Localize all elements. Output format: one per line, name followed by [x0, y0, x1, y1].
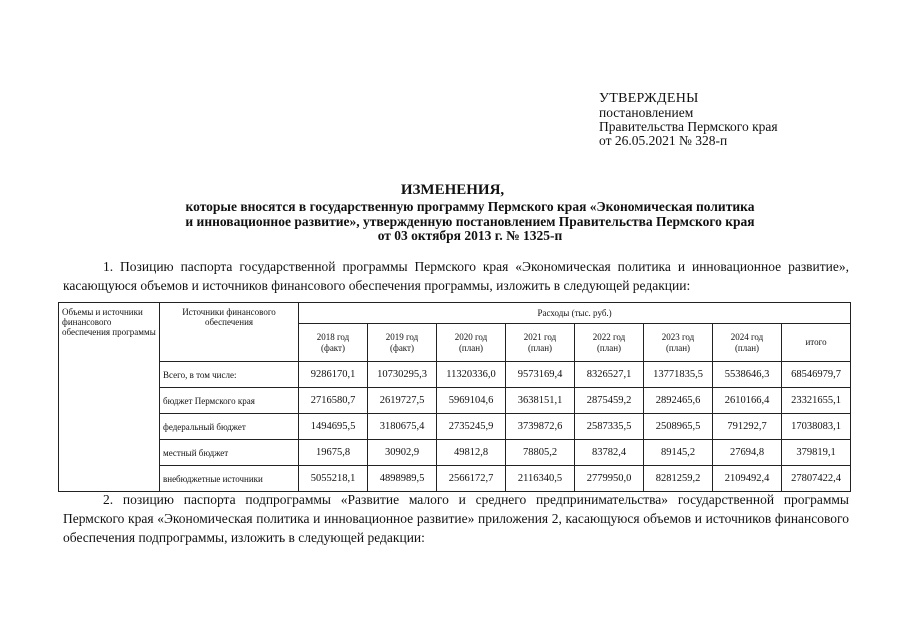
- value-cell: 5969104,6: [437, 388, 506, 414]
- sources-header: Источники финансового обеспечения: [160, 303, 299, 362]
- value-cell: 2779950,0: [575, 466, 644, 492]
- total-cell: 27807422,4: [782, 466, 851, 492]
- year-header: 2019 год (факт): [368, 324, 437, 362]
- value-cell: 9286170,1: [299, 362, 368, 388]
- approval-heading: УТВЕРЖДЕНЫ: [599, 91, 699, 106]
- value-cell: 2610166,4: [713, 388, 782, 414]
- year-header: 2022 год (план): [575, 324, 644, 362]
- value-cell: 2587335,5: [575, 414, 644, 440]
- value-cell: 3180675,4: [368, 414, 437, 440]
- source-cell: внебюджетные источники: [160, 466, 299, 492]
- paragraph-2: 2. позицию паспорта подпрограммы «Развитие малого и среднего предпринимательства» государственной программы Пермского края «Экономическая политика и инновационное развитие» приложения 2, касающуюся объемов и источников финансового обеспечения подпрограммы, изложить в следующей редакции:: [63, 492, 849, 545]
- table-row: [59, 466, 851, 492]
- value-cell: 83782,4: [575, 440, 644, 466]
- value-cell: 30902,9: [368, 440, 437, 466]
- value-cell: 8281259,2: [644, 466, 713, 492]
- year-header: 2024 год (план): [713, 324, 782, 362]
- total-header: итого: [782, 324, 851, 362]
- value-cell: 3638151,1: [506, 388, 575, 414]
- approval-line-1: постановлением: [599, 105, 694, 120]
- paragraph-1: 1. Позицию паспорта государственной программы Пермского края «Экономическая политика и инновационное развитие», касающуюся объемов и источников финансового обеспечения программы, изложить в следующей редакции:: [63, 259, 849, 293]
- approval-line-3: от 26.05.2021 № 328-п: [599, 133, 728, 148]
- year-header: 2021 год (план): [506, 324, 575, 362]
- table-row: [59, 388, 851, 414]
- table-row: [59, 362, 851, 388]
- year-header: 2020 год (план): [437, 324, 506, 362]
- table-row: [59, 440, 851, 466]
- year-header: 2018 год (факт): [299, 324, 368, 362]
- source-cell: федеральный бюджет: [160, 414, 299, 440]
- value-cell: 2508965,5: [644, 414, 713, 440]
- table-row: [59, 414, 851, 440]
- subtitle-line-2: и инновационное развитие», утвержденную постановлением Правительства Пермского края: [185, 213, 755, 229]
- value-cell: 3739872,6: [506, 414, 575, 440]
- total-cell: 68546979,7: [782, 362, 851, 388]
- financing-table: [58, 302, 851, 492]
- value-cell: 9573169,4: [506, 362, 575, 388]
- source-cell: Всего, в том числе:: [160, 362, 299, 388]
- value-cell: 10730295,3: [368, 362, 437, 388]
- value-cell: 2619727,5: [368, 388, 437, 414]
- value-cell: 2892465,6: [644, 388, 713, 414]
- expenses-header: Расходы (тыс. руб.): [299, 303, 851, 324]
- value-cell: 1494695,5: [299, 414, 368, 440]
- value-cell: 2716580,7: [299, 388, 368, 414]
- total-cell: 379819,1: [782, 440, 851, 466]
- value-cell: 8326527,1: [575, 362, 644, 388]
- value-cell: 78805,2: [506, 440, 575, 466]
- approval-line-2: Правительства Пермского края: [599, 119, 778, 134]
- value-cell: 5538646,3: [713, 362, 782, 388]
- value-cell: 89145,2: [644, 440, 713, 466]
- value-cell: 49812,8: [437, 440, 506, 466]
- value-cell: 5055218,1: [299, 466, 368, 492]
- subtitle-line-3: от 03 октября 2013 г. № 1325-п: [377, 228, 563, 243]
- source-cell: бюджет Пермского края: [160, 388, 299, 414]
- total-cell: 23321655,1: [782, 388, 851, 414]
- year-header: 2023 год (план): [644, 324, 713, 362]
- approval-stamp: [599, 92, 778, 148]
- value-cell: 11320336,0: [437, 362, 506, 388]
- value-cell: 2875459,2: [575, 388, 644, 414]
- value-cell: 2116340,5: [506, 466, 575, 492]
- value-cell: 2735245,9: [437, 414, 506, 440]
- table-header-row: [59, 303, 851, 324]
- value-cell: 2566172,7: [437, 466, 506, 492]
- value-cell: 791292,7: [713, 414, 782, 440]
- document-subtitle: [120, 200, 820, 244]
- total-cell: 17038083,1: [782, 414, 851, 440]
- document-title: ИЗМЕНЕНИЯ,: [400, 182, 505, 198]
- value-cell: 4898989,5: [368, 466, 437, 492]
- value-cell: 27694,8: [713, 440, 782, 466]
- subtitle-line-1: которые вносятся в государственную программу Пермского края «Экономическая политика: [185, 199, 755, 214]
- value-cell: 2109492,4: [713, 466, 782, 492]
- value-cell: 19675,8: [299, 440, 368, 466]
- value-cell: 13771835,5: [644, 362, 713, 388]
- table-row-label: Объемы и источники финансового обеспечения программы: [59, 303, 160, 492]
- source-cell: местный бюджет: [160, 440, 299, 466]
